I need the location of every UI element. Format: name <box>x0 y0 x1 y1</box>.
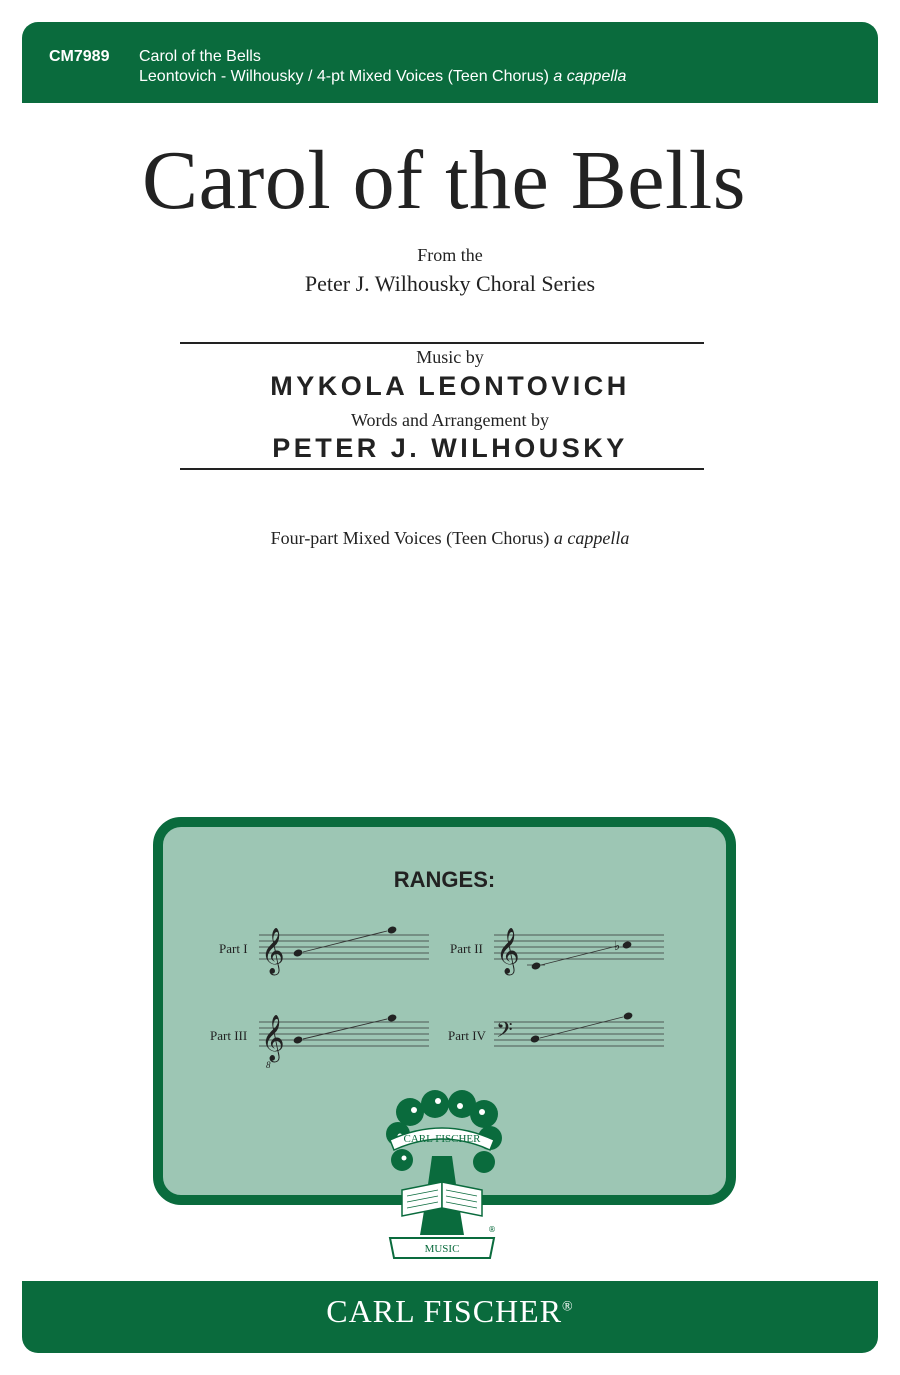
header-subtitle-main: Leontovich - Wilhousky / 4-pt Mixed Voices (Teen Chorus) <box>139 68 549 85</box>
voicing <box>0 528 900 549</box>
composer-name: MYKOLA LEONTOVICH <box>270 371 630 401</box>
music-by-label: Music by <box>416 347 484 367</box>
top-divider <box>180 342 704 344</box>
header-subtitle <box>139 68 626 86</box>
treble-clef-icon: 𝄞 <box>261 928 285 974</box>
arranger-name: PETER J. WILHOUSKY <box>272 433 628 463</box>
voicing-italic: a cappella <box>553 528 630 548</box>
svg-text:8: 8 <box>266 1060 271 1070</box>
logo-top-text: CARL FISCHER <box>403 1133 481 1145</box>
part-2-label: Part II <box>450 941 483 956</box>
part-4-staff <box>448 1011 664 1048</box>
logo-bottom-text: MUSIC <box>424 1243 460 1255</box>
publisher-registered: ® <box>562 1299 574 1315</box>
part-2-staff <box>450 928 664 976</box>
header-bar <box>22 22 878 103</box>
part-3-staff <box>210 1013 429 1070</box>
publisher-name <box>22 1293 878 1330</box>
voicing-main: Four-part Mixed Voices (Teen Chorus) <box>270 528 550 548</box>
ranges-heading: RANGES: <box>393 867 496 892</box>
carl-fischer-logo-icon <box>380 1090 504 1262</box>
bottom-divider <box>180 468 704 470</box>
footer-bar <box>22 1281 878 1353</box>
logo-registered: ® <box>488 1225 496 1234</box>
bass-clef-icon: 𝄢 <box>496 1018 513 1048</box>
part-1-staff <box>219 925 429 976</box>
part-1-label: Part I <box>219 941 248 956</box>
treble-clef-icon: 𝄞 <box>496 928 520 974</box>
from-label: From the <box>417 245 483 265</box>
series-name: Peter J. Wilhousky Choral Series <box>304 271 596 296</box>
flat-icon: ♭ <box>614 939 621 954</box>
catalog-number: CM7989 <box>49 48 110 65</box>
words-by-label: Words and Arrangement by <box>351 410 549 430</box>
part-4-label: Part IV <box>448 1028 486 1043</box>
publisher-text: CARL FISCHER <box>326 1293 563 1329</box>
part-3-label: Part III <box>210 1028 248 1043</box>
treble-clef-8vb-icon: 𝄞 <box>261 1015 285 1061</box>
header-title: Carol of the Bells <box>139 48 261 65</box>
page-title: Carol of the Bells <box>142 134 746 227</box>
header-subtitle-italic: a cappella <box>553 68 627 85</box>
